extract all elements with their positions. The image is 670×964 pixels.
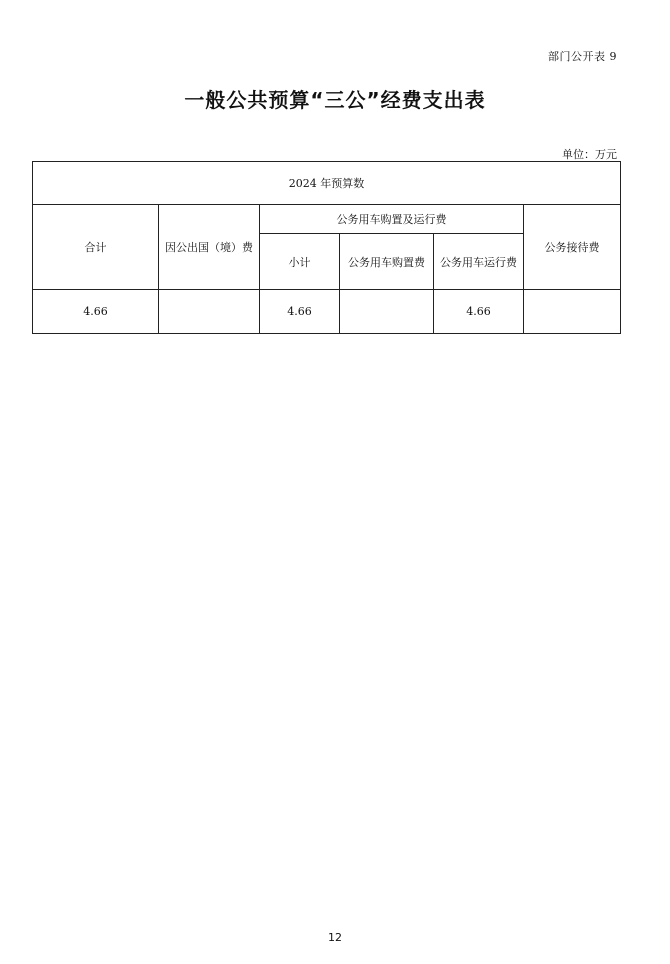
table-row — [33, 290, 621, 334]
header-reception: 公务接待费 — [524, 205, 621, 290]
header-total: 合计 — [33, 205, 159, 290]
page-number: 12 — [328, 931, 342, 944]
header-abroad: 因公出国（境）费 — [159, 205, 260, 290]
cell-vehicle-purchase — [340, 290, 434, 334]
unit-label: 单位：万元 — [562, 148, 617, 161]
cell-reception — [524, 290, 621, 334]
header-subtotal: 小计 — [260, 234, 340, 290]
year-header-row — [33, 162, 621, 205]
cell-vehicle-operation: 4.66 — [434, 290, 524, 334]
three-public-expenses-table — [32, 161, 621, 334]
cell-subtotal: 4.66 — [260, 290, 340, 334]
header-vehicle-group: 公务用车购置及运行费 — [260, 205, 524, 234]
cell-total: 4.66 — [33, 290, 159, 334]
header-vehicle-purchase: 公务用车购置费 — [340, 234, 434, 290]
header-row-1 — [33, 205, 621, 234]
header-vehicle-operation: 公务用车运行费 — [434, 234, 524, 290]
table-number-label: 部门公开表 9 — [548, 50, 617, 63]
cell-abroad — [159, 290, 260, 334]
page-title: 一般公共预算“三公”经费支出表 — [184, 88, 486, 112]
year-header-cell: 2024 年预算数 — [33, 162, 621, 205]
